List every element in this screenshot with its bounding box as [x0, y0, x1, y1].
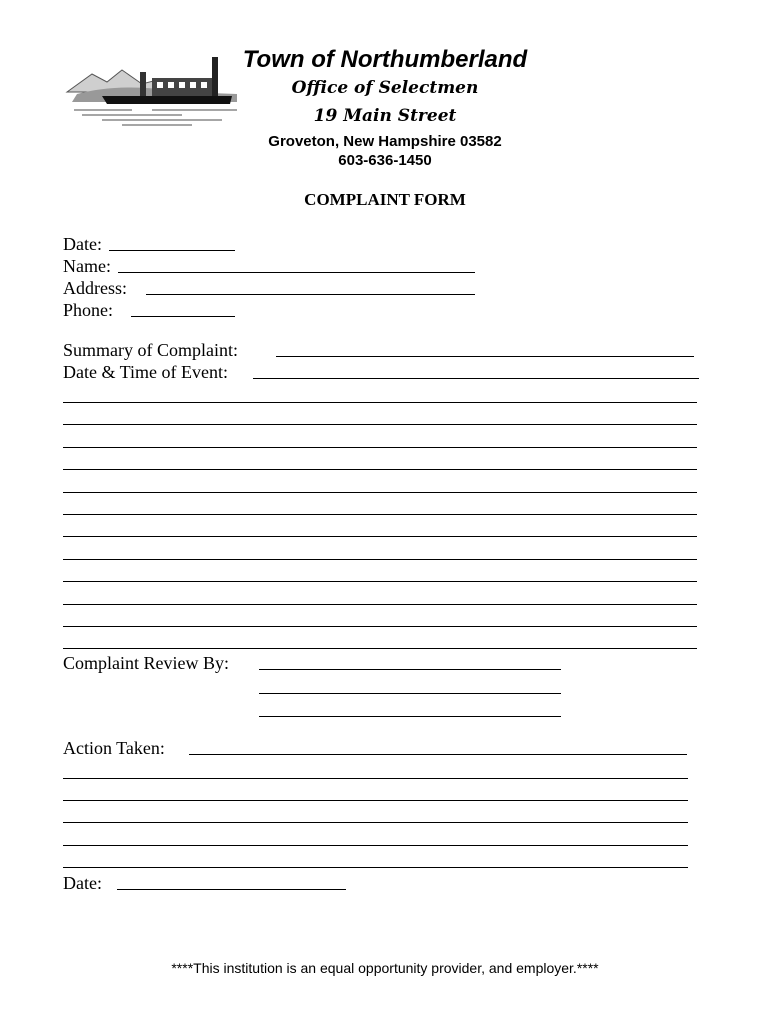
action-label: Action Taken:: [63, 738, 165, 758]
town-name: Town of Northumberland: [242, 46, 528, 73]
action-field[interactable]: [189, 754, 687, 755]
review-label: Complaint Review By:: [63, 653, 229, 673]
blank-writing-line[interactable]: [63, 536, 697, 537]
blank-writing-line[interactable]: [63, 822, 688, 823]
reviewer-field-2[interactable]: [259, 693, 561, 694]
city-state-zip: Groveton, New Hampshire 03582: [268, 133, 502, 150]
name-field[interactable]: [118, 272, 475, 273]
blank-writing-line[interactable]: [63, 626, 697, 627]
blank-writing-line[interactable]: [63, 469, 697, 470]
office-phone: 603-636-1450: [338, 152, 432, 169]
event-label: Date & Time of Event:: [63, 362, 228, 382]
blank-writing-line[interactable]: [63, 604, 697, 605]
summary-field[interactable]: [276, 356, 694, 357]
blank-writing-line[interactable]: [63, 447, 697, 448]
blank-writing-line[interactable]: [63, 867, 688, 868]
blank-writing-line[interactable]: [63, 778, 688, 779]
blank-writing-line[interactable]: [63, 559, 697, 560]
name-label: Name:: [63, 256, 111, 276]
date-label: Date:: [63, 234, 102, 254]
form-title: COMPLAINT FORM: [304, 190, 466, 209]
date-field[interactable]: [109, 250, 235, 251]
blank-writing-line[interactable]: [63, 492, 697, 493]
equal-opportunity-notice: ****This institution is an equal opportunity provider, and employer.****: [171, 960, 599, 976]
blank-writing-line[interactable]: [63, 845, 688, 846]
reviewer-field-1[interactable]: [259, 669, 561, 670]
phone-label: Phone:: [63, 300, 114, 320]
blank-writing-line[interactable]: [63, 800, 688, 801]
blank-writing-line[interactable]: [63, 424, 697, 425]
blank-writing-line[interactable]: [63, 581, 697, 582]
event-field[interactable]: [253, 378, 699, 379]
blank-writing-line[interactable]: [63, 402, 697, 403]
address-field[interactable]: [146, 294, 475, 295]
phone-field[interactable]: [131, 316, 235, 317]
address-label: Address:: [63, 278, 127, 298]
final-date-field[interactable]: [117, 889, 346, 890]
blank-writing-line[interactable]: [63, 514, 697, 515]
street-address: 19 Main Street: [313, 106, 457, 126]
blank-writing-line[interactable]: [63, 648, 697, 649]
final-date-label: Date:: [63, 873, 102, 893]
reviewer-field-3[interactable]: [259, 716, 561, 717]
summary-label: Summary of Complaint:: [63, 340, 238, 360]
office-name: Office of Selectmen: [291, 78, 479, 98]
